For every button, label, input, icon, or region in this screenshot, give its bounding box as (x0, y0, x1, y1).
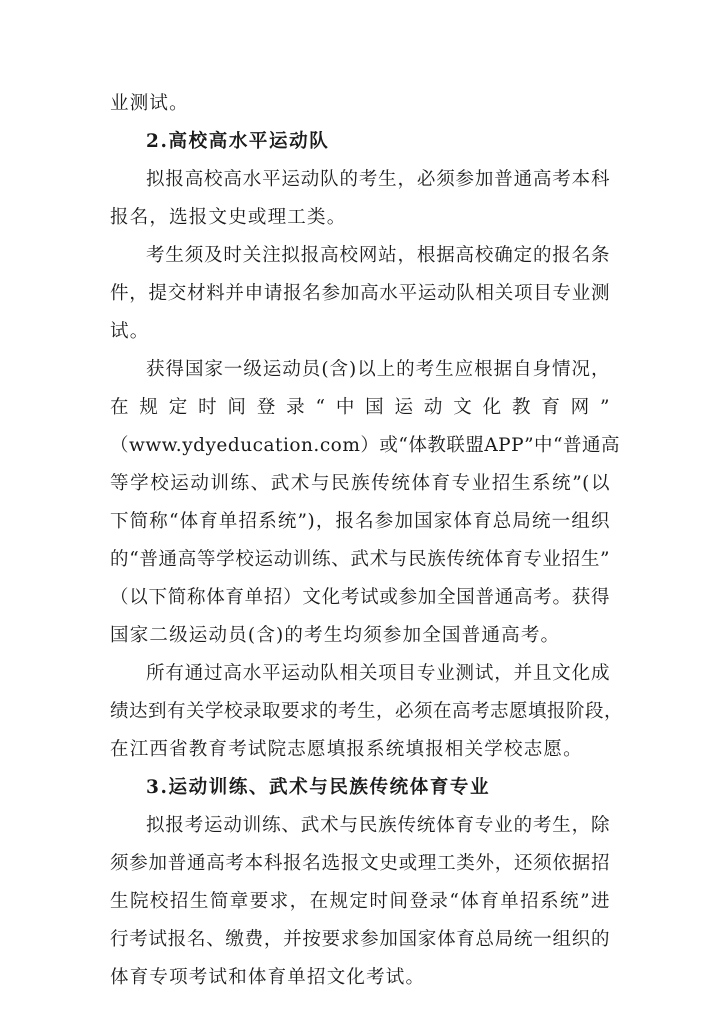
text-line: 行考试报名、缴费，并按要求参加国家体育总局统一组织的 (110, 929, 610, 950)
text-line: 在江西省教育考试院志愿填报系统填报相关学校志愿。 (110, 739, 583, 760)
text-line: 须参加普通高考本科报名选报文史或理工类外，还须依据招 (110, 853, 610, 874)
text-line: 国家二级运动员(含)的考生均须参加全国普通高考。 (110, 625, 561, 646)
text-line: 绩达到有关学校录取要求的考生，必须在高考志愿填报阶段， (110, 701, 624, 722)
text-line: 等学校运动训练、武术与民族传统体育专业招生系统”(以 (110, 473, 610, 494)
section-heading-high-level-sports-team: 2.高校高水平运动队 (146, 131, 330, 152)
text-line: 拟报考运动训练、武术与民族传统体育专业的考生，除 (146, 815, 610, 836)
text-line: 所有通过高水平运动队相关项目专业测试，并且文化成 (146, 663, 610, 684)
text-line: （以下简称体育单招）文化考试或参加全国普通高考。获得 (110, 587, 610, 608)
text-line: 在规定时间登录“中国运动文化教育网” (110, 397, 610, 418)
text-line: 件，提交材料并申请报名参加高水平运动队相关项目专业测 (110, 283, 610, 304)
text-line: 体育专项考试和体育单招文化考试。 (110, 967, 426, 988)
text-line: （www.ydyeducation.com）或“体教联盟APP”中“普通高 (110, 435, 620, 456)
text-line: 业测试。 (110, 93, 189, 114)
text-line: 生院校招生简章要求，在规定时间登录“体育单招系统”进 (110, 891, 610, 912)
text-line: 考生须及时关注拟报高校网站，根据高校确定的报名条 (146, 245, 610, 266)
section-heading-sports-training-martial-arts: 3.运动训练、武术与民族传统体育专业 (146, 777, 491, 798)
text-line: 下简称“体育单招系统”)，报名参加国家体育总局统一组织 (110, 511, 610, 532)
text-line: 试。 (110, 321, 150, 342)
text-line: 拟报高校高水平运动队的考生，必须参加普通高考本科 (146, 169, 610, 190)
text-line: 的“普通高等学校运动训练、武术与民族传统体育专业招生” (110, 549, 610, 570)
text-line: 报名，选报文史或理工类。 (110, 207, 347, 228)
text-line: 获得国家一级运动员(含)以上的考生应根据自身情况， (146, 359, 610, 380)
